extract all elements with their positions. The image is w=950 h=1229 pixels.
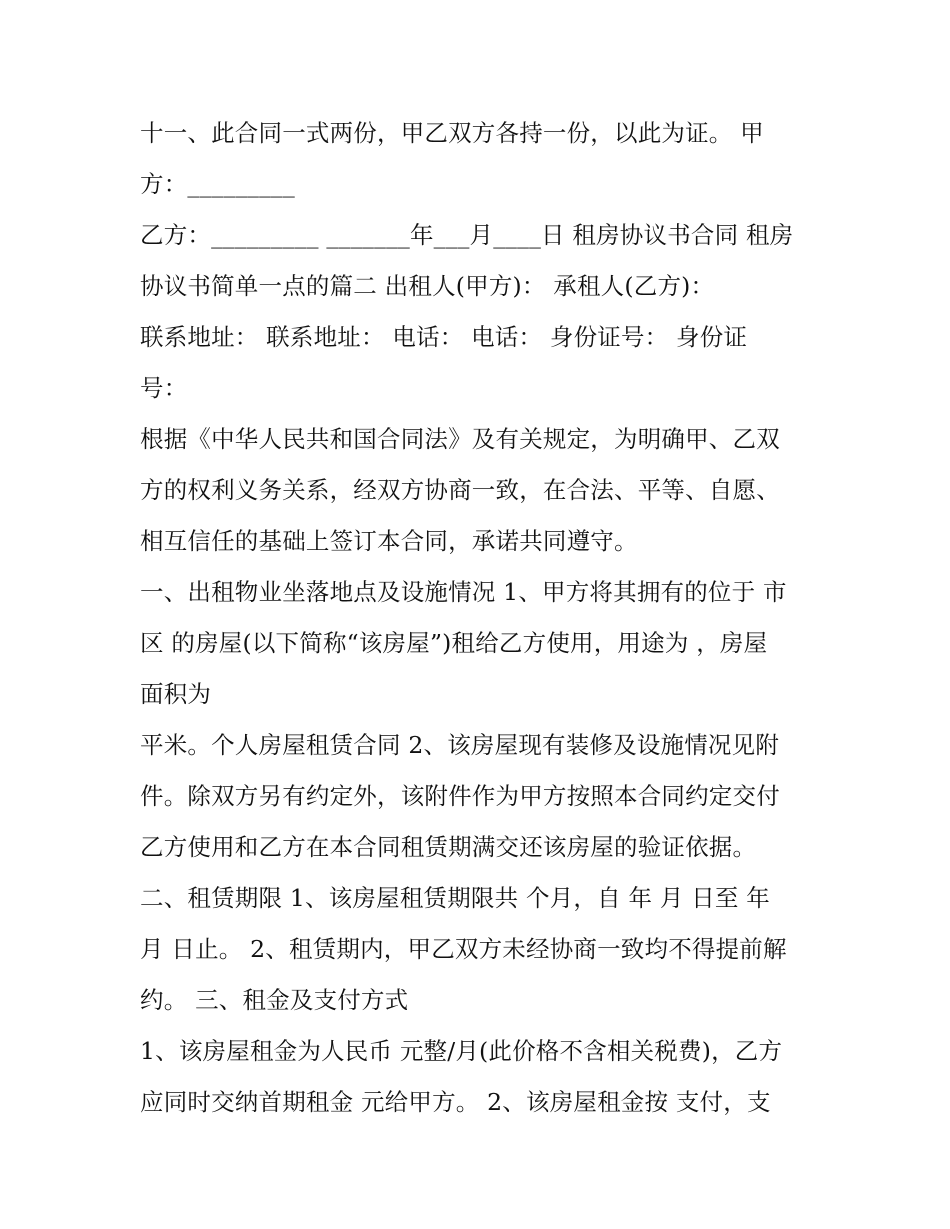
text-line: 联系地址： 联系地址： 电话： 电话： 身份证号： 身份证 xyxy=(140,323,748,351)
text-line: 1、该房屋租金为人民币 元整/月(此价格不含相关税费)，乙方 xyxy=(140,1037,783,1065)
text-line: 平米。个人房屋租赁合同 2、该房屋现有装修及设施情况见附 xyxy=(140,731,780,759)
text-line: 二、租赁期限 1、该房屋租赁期限共 个月，自 年 月 日至 年 xyxy=(140,884,770,912)
text-line: 一、出租物业坐落地点及设施情况 1、甲方将其拥有的位于 市 xyxy=(140,578,787,606)
text-line: 相互信任的基础上签订本合同，承诺共同遵守。 xyxy=(140,527,638,555)
text-line: 面积为 xyxy=(140,680,212,708)
text-line: 乙方使用和乙方在本合同租赁期满交还该房屋的验证依据。 xyxy=(140,833,757,861)
text-line: 乙方：_________ _______年___月____日 租房协议书合同 租房 xyxy=(140,221,794,249)
text-line: 十一、此合同一式两份，甲乙双方各持一份，以此为证。 甲 xyxy=(140,119,764,147)
text-line: 件。除双方另有约定外，该附件作为甲方按照本合同约定交付 xyxy=(140,782,780,810)
text-line: 应同时交纳首期租金 元给甲方。 2、该房屋租金按 支付，支 xyxy=(140,1088,771,1116)
text-line: 方的权利义务关系，经双方协商一致，在合法、平等、自愿、 xyxy=(140,476,780,504)
text-line: 约。 三、租金及支付方式 xyxy=(140,986,409,1014)
document-body xyxy=(140,108,830,1128)
text-line: 方：_________ xyxy=(140,170,295,198)
text-line: 协议书简单一点的篇二 出租人(甲方)： 承租人(乙方)： xyxy=(140,272,715,300)
text-line: 月 日止。 2、租赁期内，甲乙双方未经协商一致均不得提前解 xyxy=(140,935,787,963)
text-line: 区 的房屋(以下简称“该房屋”)租给乙方使用，用途为 ，房屋 xyxy=(140,629,768,657)
text-line: 根据《中华人民共和国合同法》及有关规定，为明确甲、乙双 xyxy=(140,425,780,453)
text-line: 号： xyxy=(140,374,188,402)
